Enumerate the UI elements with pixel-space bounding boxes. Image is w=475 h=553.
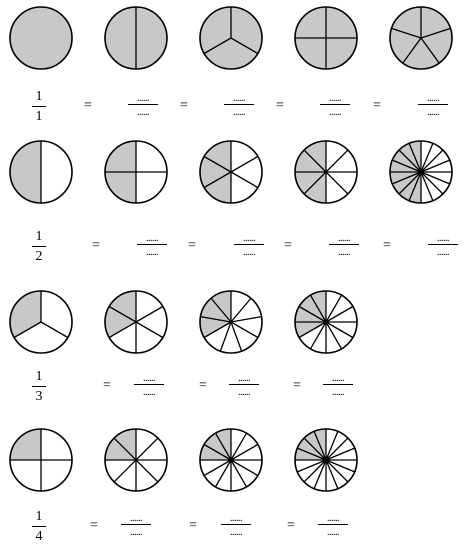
- blank-bar: [229, 384, 259, 385]
- blank-denominator[interactable]: ......: [130, 527, 142, 538]
- fraction-circle: [200, 141, 262, 203]
- fraction-circle: [390, 141, 452, 203]
- equals-sign: =: [84, 98, 92, 113]
- blank-numerator[interactable]: ......: [143, 373, 155, 384]
- blank-numerator[interactable]: ......: [327, 513, 339, 524]
- fraction-circle: [105, 291, 167, 353]
- fraction-circle: [105, 141, 167, 203]
- fraction-circle: [105, 7, 167, 69]
- fraction-circle: [295, 291, 357, 353]
- fraction-bar: [32, 386, 46, 387]
- answer-blank[interactable]: [428, 234, 458, 257]
- blank-bar: [121, 524, 151, 525]
- answer-blank[interactable]: [121, 514, 151, 537]
- blank-denominator[interactable]: ......: [233, 107, 245, 118]
- blank-numerator[interactable]: ......: [130, 513, 142, 524]
- fraction-circle: [295, 429, 357, 491]
- equals-sign: =: [373, 98, 381, 113]
- fraction-denominator: 1: [35, 109, 43, 124]
- equals-sign: =: [276, 98, 284, 113]
- answer-blank[interactable]: [229, 374, 259, 397]
- fraction-circle: [105, 429, 167, 491]
- blank-denominator[interactable]: ......: [143, 387, 155, 398]
- fraction-bar: [32, 526, 46, 527]
- blank-bar: [224, 104, 254, 105]
- given-fraction: [32, 370, 46, 404]
- fraction-circle: [295, 7, 357, 69]
- blank-numerator[interactable]: ......: [338, 233, 350, 244]
- blank-denominator[interactable]: ......: [338, 247, 350, 258]
- blank-denominator[interactable]: ......: [437, 247, 449, 258]
- fraction-denominator: 2: [35, 249, 43, 264]
- given-fraction: [32, 510, 46, 544]
- given-fraction: [32, 90, 46, 124]
- equals-sign: =: [189, 518, 197, 533]
- fraction-numerator: 1: [35, 369, 43, 384]
- fraction-circle: [295, 141, 357, 203]
- blank-bar: [221, 524, 251, 525]
- blank-bar: [428, 244, 458, 245]
- fraction-circle: [390, 7, 452, 69]
- fraction-bar: [32, 246, 46, 247]
- blank-bar: [134, 384, 164, 385]
- blank-denominator[interactable]: ......: [427, 107, 439, 118]
- equals-sign: =: [180, 98, 188, 113]
- blank-numerator[interactable]: ......: [437, 233, 449, 244]
- blank-denominator[interactable]: ......: [243, 247, 255, 258]
- blank-numerator[interactable]: ......: [329, 93, 341, 104]
- answer-blank[interactable]: [221, 514, 251, 537]
- given-fraction: [32, 230, 46, 264]
- fraction-circle: [200, 291, 262, 353]
- blank-numerator[interactable]: ......: [332, 373, 344, 384]
- equals-sign: =: [293, 378, 301, 393]
- equals-sign: =: [188, 238, 196, 253]
- answer-blank[interactable]: [128, 94, 158, 117]
- fraction-numerator: 1: [35, 509, 43, 524]
- blank-numerator[interactable]: ......: [427, 93, 439, 104]
- fraction-circle: [10, 291, 72, 353]
- blank-numerator[interactable]: ......: [146, 233, 158, 244]
- equals-sign: =: [284, 238, 292, 253]
- answer-blank[interactable]: [418, 94, 448, 117]
- equals-sign: =: [287, 518, 295, 533]
- blank-numerator[interactable]: ......: [137, 93, 149, 104]
- answer-blank[interactable]: [329, 234, 359, 257]
- answer-blank[interactable]: [320, 94, 350, 117]
- blank-numerator[interactable]: ......: [233, 93, 245, 104]
- blank-bar: [323, 384, 353, 385]
- blank-denominator[interactable]: ......: [137, 107, 149, 118]
- blank-numerator[interactable]: ......: [243, 233, 255, 244]
- fraction-numerator: 1: [35, 89, 43, 104]
- equals-sign: =: [383, 238, 391, 253]
- blank-denominator[interactable]: ......: [146, 247, 158, 258]
- answer-blank[interactable]: [318, 514, 348, 537]
- answer-blank[interactable]: [234, 234, 264, 257]
- answer-blank[interactable]: [323, 374, 353, 397]
- fraction-numerator: 1: [35, 229, 43, 244]
- blank-bar: [418, 104, 448, 105]
- fraction-denominator: 4: [35, 529, 43, 544]
- blank-bar: [318, 524, 348, 525]
- blank-denominator[interactable]: ......: [332, 387, 344, 398]
- blank-denominator[interactable]: ......: [230, 527, 242, 538]
- blank-bar: [320, 104, 350, 105]
- fraction-circle: [10, 429, 72, 491]
- equals-sign: =: [90, 518, 98, 533]
- blank-numerator[interactable]: ......: [230, 513, 242, 524]
- blank-denominator[interactable]: ......: [238, 387, 250, 398]
- answer-blank[interactable]: [224, 94, 254, 117]
- fraction-circle: [10, 141, 72, 203]
- blank-denominator[interactable]: ......: [327, 527, 339, 538]
- answer-blank[interactable]: [137, 234, 167, 257]
- blank-denominator[interactable]: ......: [329, 107, 341, 118]
- fraction-circle: [10, 7, 72, 69]
- fraction-circle: [200, 429, 262, 491]
- blank-bar: [234, 244, 264, 245]
- equals-sign: =: [92, 238, 100, 253]
- fraction-denominator: 3: [35, 389, 43, 404]
- blank-bar: [128, 104, 158, 105]
- blank-bar: [137, 244, 167, 245]
- fraction-circle: [200, 7, 262, 69]
- equals-sign: =: [199, 378, 207, 393]
- fraction-bar: [32, 106, 46, 107]
- blank-bar: [329, 244, 359, 245]
- equals-sign: =: [103, 378, 111, 393]
- answer-blank[interactable]: [134, 374, 164, 397]
- blank-numerator[interactable]: ......: [238, 373, 250, 384]
